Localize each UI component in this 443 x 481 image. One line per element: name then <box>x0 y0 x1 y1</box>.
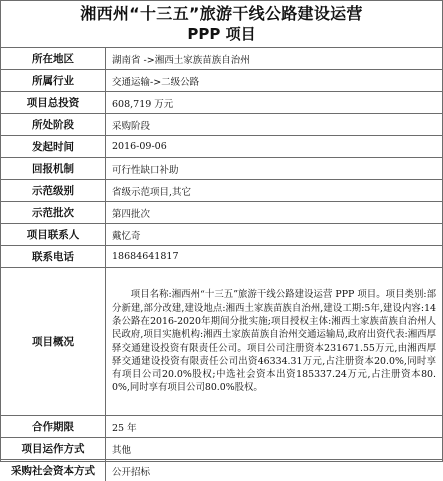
row-value: 其他 <box>112 444 132 456</box>
row-value: 戴忆奇 <box>112 230 141 242</box>
row-value: 18684641817 <box>112 251 179 262</box>
row-label: 合作期限 <box>1 416 106 437</box>
title-line-1: 湘西州“十三五”旅游干线公路建设运营 <box>80 4 363 23</box>
row-total-investment <box>1 92 442 114</box>
row-label: 所处阶段 <box>1 114 106 135</box>
row-label: 采购社会资本方式 <box>1 460 106 481</box>
row-operation-mode <box>1 438 442 460</box>
row-value: 可行性缺口补助 <box>112 164 179 176</box>
row-project-overview <box>1 268 442 416</box>
row-label: 发起时间 <box>1 136 106 157</box>
row-cooperation-period <box>1 416 442 438</box>
row-value: 湖南省 ->湘西土家族苗族自治州 <box>112 54 250 66</box>
row-contact-person <box>1 224 442 246</box>
row-demo-level <box>1 180 442 202</box>
title-line-2: PPP 项目 <box>187 25 256 43</box>
row-label: 项目运作方式 <box>1 438 106 459</box>
row-value: 公开招标 <box>112 466 151 478</box>
row-value: 608,719 万元 <box>112 98 174 110</box>
row-procurement-method <box>1 460 442 481</box>
row-value: 2016-09-06 <box>112 141 167 152</box>
row-label: 项目概况 <box>1 268 106 415</box>
row-value: 25 年 <box>112 422 137 434</box>
row-label: 示范批次 <box>1 202 106 223</box>
row-value: 第四批次 <box>112 208 151 220</box>
row-label: 所属行业 <box>1 70 106 91</box>
row-value <box>106 268 442 415</box>
row-start-date <box>1 136 442 158</box>
row-return-mechanism <box>1 158 442 180</box>
row-value: 交通运输->二级公路 <box>112 76 200 88</box>
row-label: 所在地区 <box>1 48 106 69</box>
row-label: 示范级别 <box>1 180 106 201</box>
row-contact-phone <box>1 246 442 268</box>
row-label: 回报机制 <box>1 158 106 179</box>
row-label: 联系电话 <box>1 246 106 267</box>
row-value: 省级示范项目,其它 <box>112 186 192 198</box>
row-label: 项目联系人 <box>1 224 106 245</box>
row-stage <box>1 114 442 136</box>
row-industry <box>1 70 442 92</box>
row-region <box>1 48 442 70</box>
row-demo-batch <box>1 202 442 224</box>
page-title <box>1 1 442 48</box>
row-label: 项目总投资 <box>1 92 106 113</box>
overview-paragraph: 项目名称:湘西州“十三五”旅游干线公路建设运营 PPP 项目。项目类别:部分新建,部分改建,建设地点:湘西土家族苗族自治州,建设工期:5年,建设内容:14条公路在2016-2020年期间分批实施;项目授权主体:湘西土家族苗族自治州人民政府,项目实施机构:湘西土家族苗族自治州交通运输局,政府出资代表:湘西厚驿交通建设投资有限责任公司。项目公司注册资本231671.55万元,由湘西厚驿交通建设投资有限责任公司出资46334.31万元,占注册资本20.0%,同时享有项目公司20.0%股权;中选社会资本出资185337.24万元,占注册资本80.0%,同时享有项目公司80.0%股权。 <box>112 289 436 394</box>
row-value: 采购阶段 <box>112 120 151 132</box>
